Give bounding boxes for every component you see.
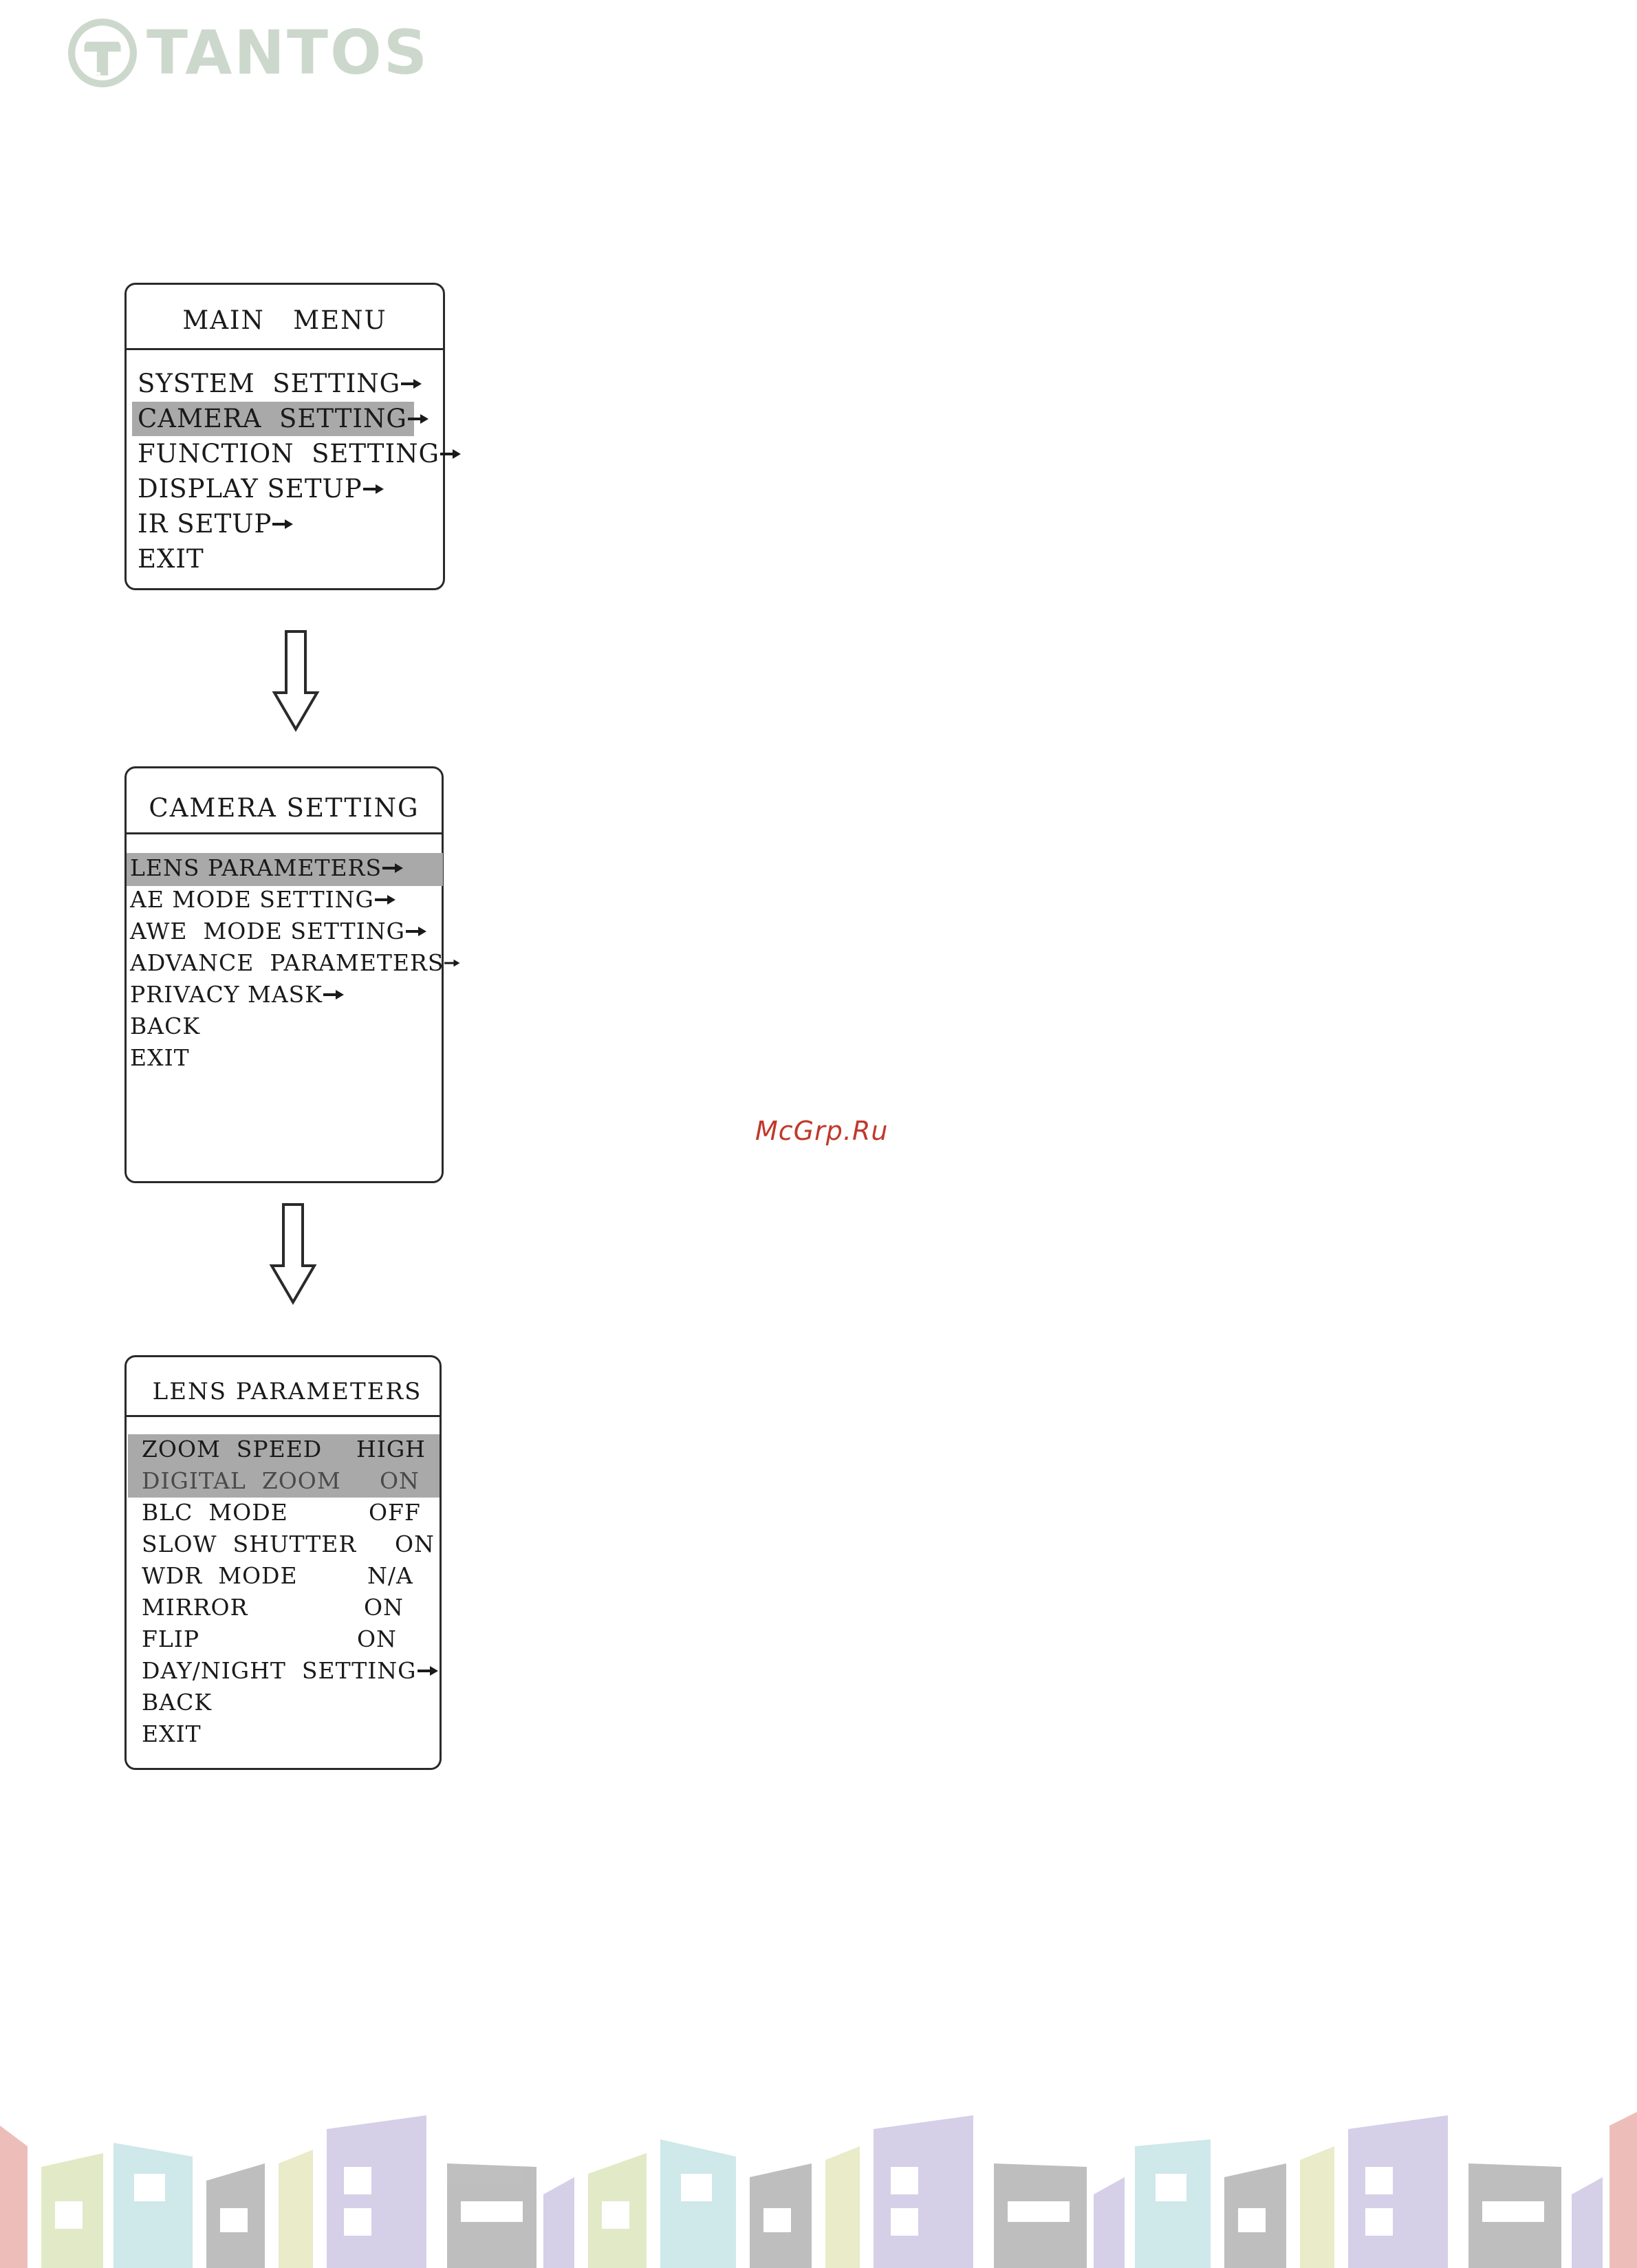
camera-setting-item-advance-parameters[interactable]: ADVANCE PARAMETERS bbox=[130, 949, 461, 976]
main-menu-item-function-setting[interactable]: FUNCTION SETTING bbox=[138, 439, 462, 468]
lens-item-flip[interactable]: FLIP bbox=[142, 1626, 200, 1652]
camera-setting-item-back[interactable]: BACK bbox=[130, 1013, 200, 1039]
tantos-logo bbox=[67, 15, 439, 91]
arrow-right-icon bbox=[382, 861, 404, 875]
camera-setting-divider bbox=[127, 832, 442, 834]
lens-parameters-panel bbox=[124, 1355, 442, 1770]
lens-value-digital-zoom[interactable]: ON bbox=[380, 1467, 420, 1494]
brand-name: TANTOS bbox=[147, 17, 430, 88]
lens-value-mirror[interactable]: ON bbox=[364, 1594, 404, 1621]
lens-item-mirror[interactable]: MIRROR bbox=[142, 1594, 248, 1621]
lens-value-wdr-mode[interactable]: N/A bbox=[367, 1562, 413, 1589]
lens-item-day-night-setting[interactable]: DAY/NIGHT SETTING bbox=[142, 1657, 440, 1684]
lens-value-blc-mode[interactable]: OFF bbox=[369, 1499, 421, 1526]
camera-setting-item-privacy-mask[interactable]: PRIVACY MASK bbox=[130, 981, 345, 1008]
main-menu-title: MAIN MENU bbox=[182, 305, 387, 335]
camera-setting-item-awe-mode-setting[interactable]: AWE MODE SETTING bbox=[130, 918, 428, 944]
down-arrow-icon bbox=[269, 1202, 317, 1306]
arrow-right-icon bbox=[375, 893, 397, 907]
arrow-right-icon bbox=[418, 1664, 440, 1678]
arrow-right-icon bbox=[444, 956, 461, 970]
tantos-logo-icon bbox=[67, 18, 138, 88]
camera-setting-item-exit[interactable]: EXIT bbox=[130, 1044, 190, 1071]
lens-parameters-title: LENS PARAMETERS bbox=[152, 1378, 422, 1405]
lens-item-back[interactable]: BACK bbox=[142, 1689, 212, 1716]
decorative-skyline bbox=[0, 2098, 1637, 2268]
arrow-right-icon bbox=[440, 447, 462, 461]
arrow-right-icon bbox=[401, 377, 423, 391]
arrow-right-icon bbox=[323, 988, 345, 1002]
arrow-right-icon bbox=[272, 517, 294, 531]
down-arrow-icon bbox=[272, 629, 320, 733]
camera-setting-title: CAMERA SETTING bbox=[149, 793, 420, 823]
main-menu-item-display-setup[interactable]: DISPLAY SETUP bbox=[138, 474, 385, 504]
lens-item-slow-shutter[interactable]: SLOW SHUTTER bbox=[142, 1531, 357, 1557]
main-menu-item-ir-setup[interactable]: IR SETUP bbox=[138, 509, 294, 539]
lens-item-exit[interactable]: EXIT bbox=[142, 1720, 202, 1747]
main-menu-panel bbox=[124, 283, 445, 590]
lens-value-zoom-speed[interactable]: HIGH bbox=[356, 1436, 426, 1462]
main-menu-item-exit[interactable]: EXIT bbox=[138, 544, 204, 574]
main-menu-item-system-setting[interactable]: SYSTEM SETTING bbox=[138, 369, 423, 398]
camera-setting-panel bbox=[124, 766, 444, 1183]
arrow-right-icon bbox=[408, 412, 430, 426]
lens-parameters-divider bbox=[127, 1415, 440, 1417]
lens-item-digital-zoom[interactable]: DIGITAL ZOOM bbox=[142, 1467, 341, 1494]
main-menu-item-camera-setting[interactable]: CAMERA SETTING bbox=[138, 404, 430, 433]
lens-value-flip[interactable]: ON bbox=[357, 1626, 397, 1652]
arrow-right-icon bbox=[363, 482, 385, 496]
lens-value-slow-shutter[interactable]: ON bbox=[395, 1531, 435, 1557]
camera-setting-item-lens-parameters[interactable]: LENS PARAMETERS bbox=[130, 854, 404, 881]
main-menu-divider bbox=[127, 348, 443, 350]
arrow-right-icon bbox=[406, 925, 428, 938]
camera-setting-item-ae-mode-setting[interactable]: AE MODE SETTING bbox=[130, 886, 397, 913]
lens-item-wdr-mode[interactable]: WDR MODE bbox=[142, 1562, 298, 1589]
lens-item-blc-mode[interactable]: BLC MODE bbox=[142, 1499, 288, 1526]
lens-item-zoom-speed[interactable]: ZOOM SPEED bbox=[142, 1436, 323, 1462]
watermark-text: McGrp.Ru bbox=[755, 1116, 889, 1146]
